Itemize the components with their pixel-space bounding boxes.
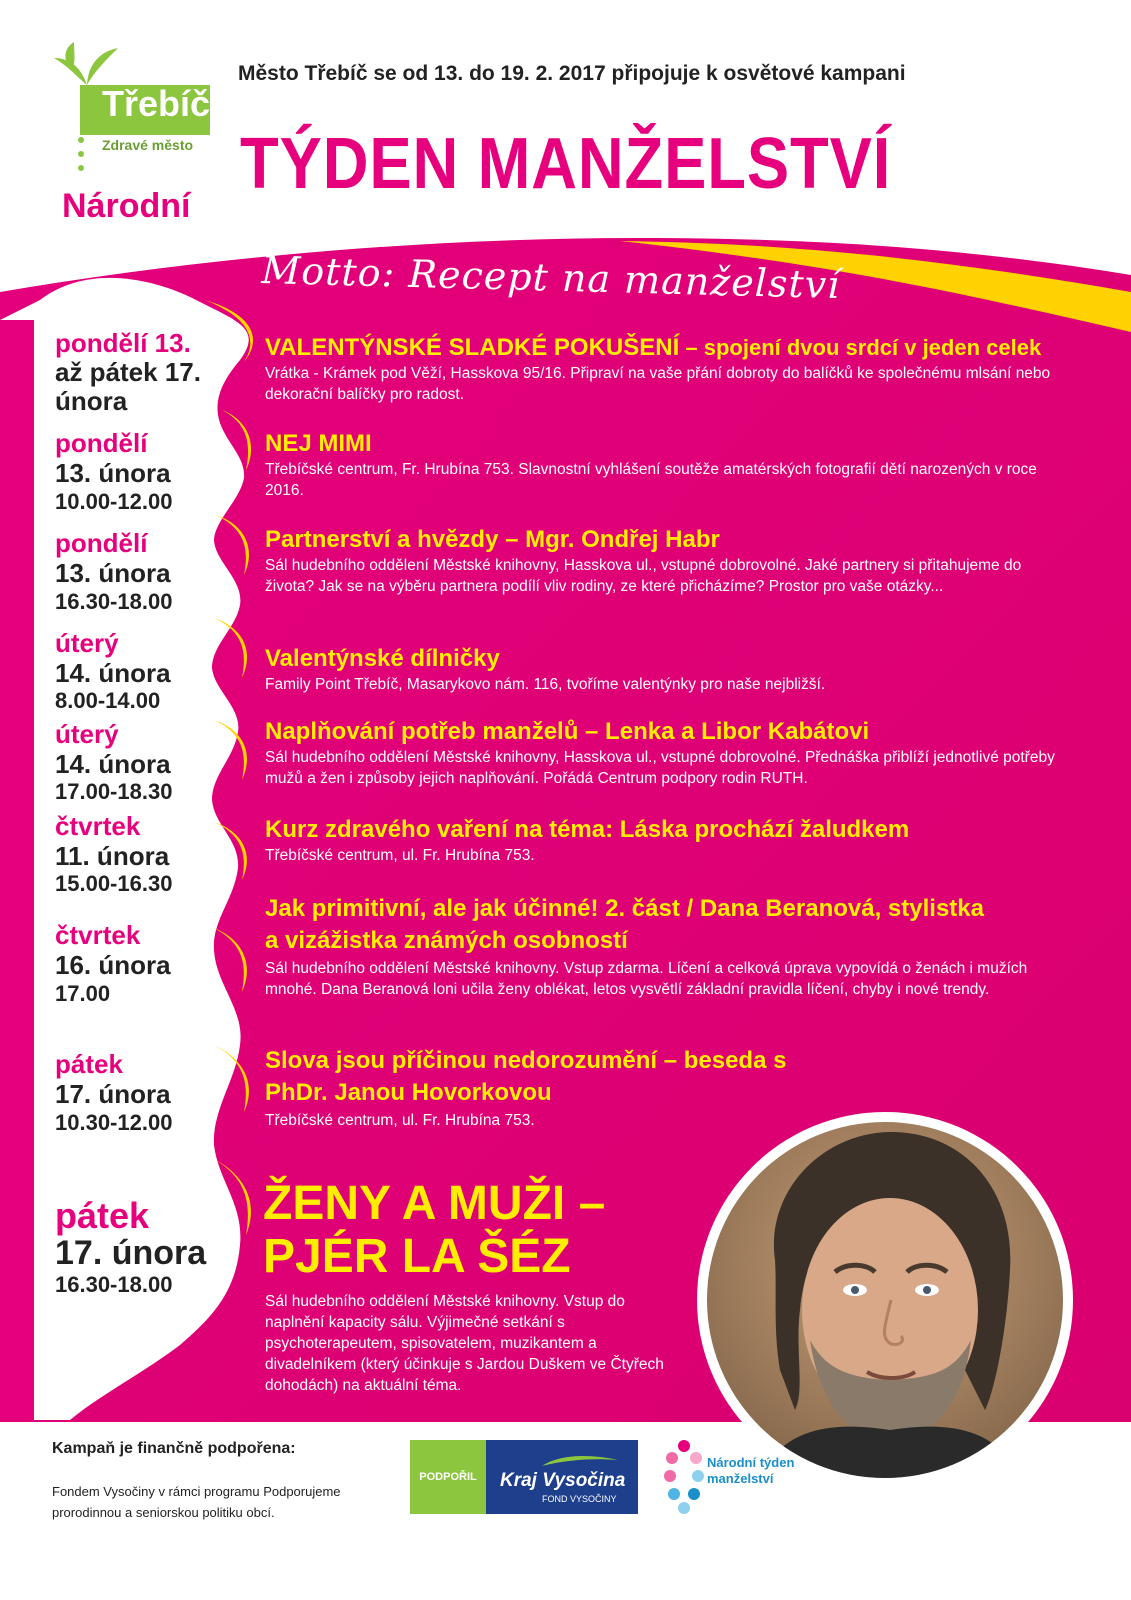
event-item bbox=[265, 645, 1065, 696]
event-desc: Sál hudebního oddělení Městské knihovny, Hasskova ul., vstupné dobrovolné. Přednáška přiblíží jednotlivé potřeby mužů a žen i způsoby jejich naplňování. Pořádá Centrum podpory rodin RUTH. bbox=[265, 748, 1055, 787]
event-title: NEJ MIMI bbox=[265, 430, 372, 457]
day-entry bbox=[55, 330, 201, 414]
event-title bbox=[265, 334, 1065, 363]
day-time: 10.00-12.00 bbox=[55, 489, 173, 514]
day-date: až pátek 17. bbox=[55, 357, 201, 387]
ntm-logo-text: Národní týden manželství bbox=[707, 1455, 795, 1487]
event-item bbox=[265, 430, 1065, 502]
event-desc: Sál hudebního oddělení Městské knihovny. Vstup zdarma. Líčení a celková úprava vypovídá o ženách i mužích mnohé. Dana Beranová loni učila ženy oblékat, letos vysvětlí základní pravidla líčení, chyby i nové trendy. bbox=[265, 959, 1028, 998]
day-name: pondělí bbox=[55, 528, 148, 558]
fond-name: FOND VYSOČINY bbox=[542, 1494, 617, 1504]
event-title: Valentýnské dílničky bbox=[265, 645, 500, 672]
event-title: Kurz zdravého vaření na téma: Láska prochází žaludkem bbox=[265, 816, 910, 843]
day-time: 16.30-18.00 bbox=[55, 589, 173, 614]
portrait-photo bbox=[695, 1110, 1075, 1490]
day-time: 17.00-18.30 bbox=[55, 779, 173, 804]
intro-text: Město Třebíč se od 13. do 19. 2. 2017 připojuje k osvětové kampani bbox=[238, 62, 906, 85]
event-item bbox=[265, 718, 1065, 790]
day-entry bbox=[55, 630, 171, 712]
event-item bbox=[265, 893, 1028, 1001]
day-name: pátek bbox=[55, 1049, 123, 1079]
day-date: 11. února bbox=[55, 841, 170, 871]
day-time: 16.30-18.00 bbox=[55, 1272, 173, 1297]
event-desc: Třebíčské centrum, ul. Fr. Hrubína 753. bbox=[265, 846, 535, 864]
event-title-main: VALENTÝNSKÉ SLADKÉ POKUŠENÍ bbox=[265, 334, 680, 361]
day-time: 10.30-12.00 bbox=[55, 1110, 173, 1135]
event-title: Slova jsou příčinou nedorozumění – beseda s PhDr. Janou Hovorkovou bbox=[265, 1047, 787, 1107]
event-item bbox=[265, 526, 1065, 598]
podporil-badge: PODPOŘIL bbox=[410, 1440, 486, 1514]
day-time: 8.00-14.00 bbox=[55, 688, 161, 713]
event-desc: Třebíčské centrum, Fr. Hrubína 753. Slavnostní vyhlášení soutěže amatérských fotografií dětí narozených v roce 2016. bbox=[265, 460, 1037, 499]
day-entry bbox=[55, 530, 172, 613]
kraj-name: Kraj Vysočina bbox=[500, 1470, 626, 1491]
day-name: čtvrtek bbox=[55, 920, 141, 950]
funding-text: Fondem Vysočiny v rámci programu Podporujeme prorodinnou a seniorskou politiku obcí. bbox=[52, 1484, 341, 1520]
day-name: pondělí 13. bbox=[55, 328, 191, 358]
day-entry bbox=[55, 1195, 207, 1297]
day-entry bbox=[55, 721, 172, 803]
page-title: TÝDEN MANŽELSTVÍ bbox=[240, 124, 892, 204]
logo-dots-icon bbox=[76, 132, 86, 192]
day-time: února bbox=[55, 386, 128, 416]
day-entry bbox=[55, 430, 172, 513]
day-entry bbox=[55, 922, 171, 1005]
day-date: 13. února bbox=[55, 558, 171, 588]
day-name: pondělí bbox=[55, 428, 148, 458]
hearts-logo-icon bbox=[662, 1438, 708, 1518]
day-time: 15.00-16.30 bbox=[55, 871, 173, 896]
day-name: úterý bbox=[55, 719, 119, 749]
day-date: 17. února bbox=[55, 1079, 171, 1109]
event-title: Partnerství a hvězdy – Mgr. Ondřej Habr bbox=[265, 526, 720, 553]
event-desc: Vrátka - Krámek pod Věží, Hasskova 95/16. Připraví na vaše přání dobroty do balíčků ke společnému mlsání nebo dekorační balíčky pro radost. bbox=[265, 364, 1051, 403]
event-desc: Sál hudebního oddělení Městské knihovny, Hasskova ul., vstupné dobrovolné. Jaké partnery si přitahujeme do života? Jak se na výběru partnera podílí vliv rodiny, ze které přicházíme? Prostor pro vaše otázky... bbox=[265, 556, 1022, 595]
day-date: 16. února bbox=[55, 950, 171, 980]
day-date: 13. února bbox=[55, 458, 171, 488]
day-entry bbox=[55, 813, 172, 895]
left-edge bbox=[0, 320, 34, 1420]
logo-subtitle: Zdravé město bbox=[102, 137, 194, 153]
swoosh-icon bbox=[540, 1452, 620, 1470]
day-name: úterý bbox=[55, 628, 119, 658]
day-name: čtvrtek bbox=[55, 811, 141, 841]
funding-heading: Kampaň je finančně podpořena: bbox=[52, 1440, 296, 1457]
day-time: 17.00 bbox=[55, 981, 111, 1006]
event-desc: Family Point Třebíč, Masarykovo nám. 116, tvoříme valentýnky pro naše nejbližší. bbox=[265, 675, 826, 693]
narodni-label: Národní bbox=[62, 187, 191, 225]
event-desc: Třebíčské centrum, ul. Fr. Hrubína 753. bbox=[265, 1111, 535, 1129]
event-item bbox=[265, 816, 1065, 867]
logo-name: Třebíč bbox=[102, 83, 211, 124]
day-date: 14. února bbox=[55, 749, 171, 779]
event-item bbox=[265, 334, 1065, 406]
day-entry bbox=[55, 1051, 172, 1134]
main-event-title: ŽENY A MUŽI – PJÉR LA ŠÉZ bbox=[263, 1177, 606, 1283]
main-event-desc: Sál hudebního oddělení Městské knihovny. Vstup do naplnění kapacity sálu. Výjimečné setkání s psychoterapeutem, spisovatelem, muzikantem a divadelníkem (který účinkuje s Jardou Duškem ve Čtyřech dohodách) na aktuální téma. bbox=[265, 1293, 664, 1394]
event-title-sub: – spojení dvou srdcí v jeden celek bbox=[679, 335, 1042, 360]
day-date: 14. února bbox=[55, 658, 171, 688]
motto: Motto: Recept na manželství bbox=[260, 248, 841, 308]
event-title: Naplňování potřeb manželů – Lenka a Libor Kabátovi bbox=[265, 718, 870, 745]
day-name: pátek bbox=[55, 1195, 150, 1236]
event-title: Jak primitivní, ale jak účinné! 2. část / Dana Beranová, stylistka a vizážistka známých osobností bbox=[265, 895, 984, 955]
day-date: 17. února bbox=[55, 1234, 207, 1272]
